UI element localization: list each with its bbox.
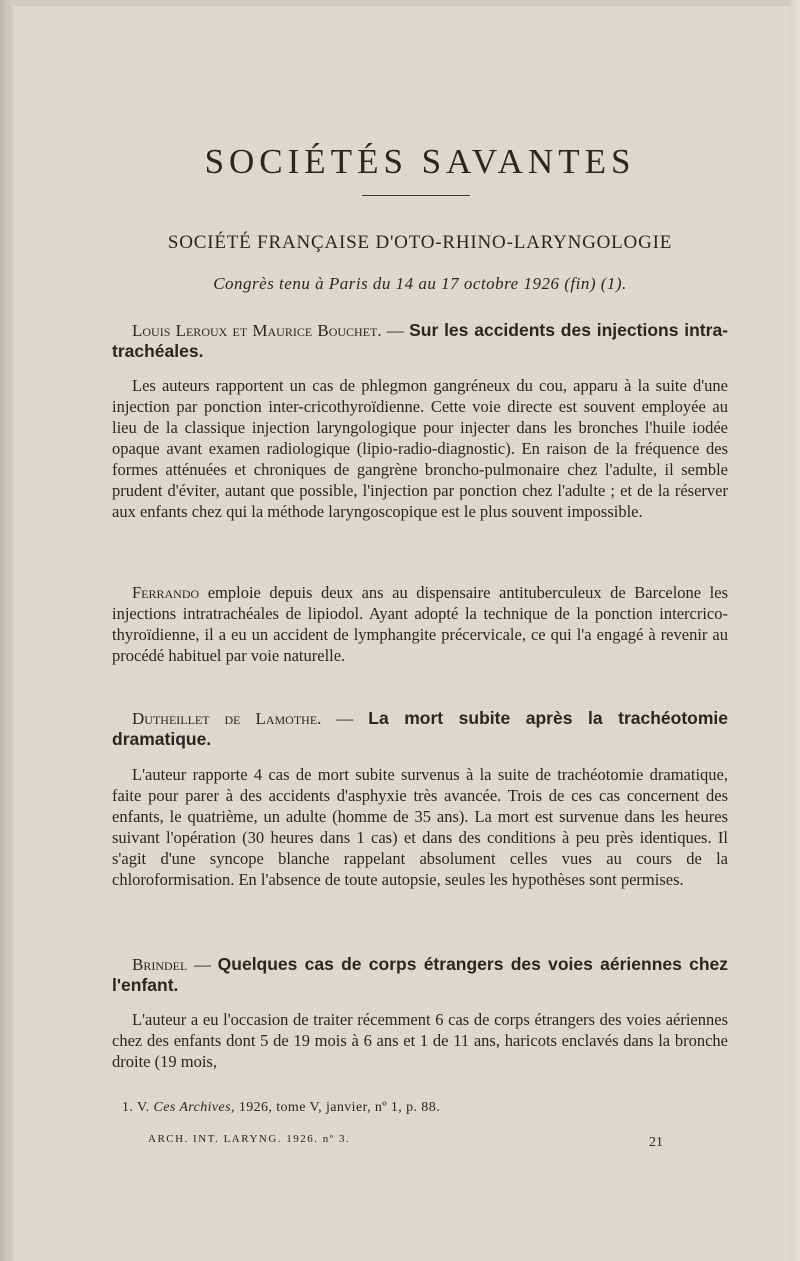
article-3-paragraph: L'auteur a eu l'occasion de traiter récemment 6 cas de corps étrangers des voies aériennes chez des enfants dont 5 de 19 mois à 6 ans et 1 de 11 ans, haricots enclavés dans la bronche droite (19 mois, xyxy=(112,1010,728,1071)
footnote-number: 1. xyxy=(122,1100,134,1115)
footnote-details: 1926, tome V, janvier, nº 1, p. 88. xyxy=(238,1100,441,1115)
article-1-extra-text: emploie depuis deux ans au dispensaire antituberculeux de Barcelone les injections intratrachéales de lipiodol. Ayant adopté la technique de la ponction intercrico-thyroïdienne, il a eu un accident de lymphangite précervicale, ce qui l'a engagé à revenir au procédé habituel par voie naturelle. xyxy=(112,583,728,665)
page-right-edge xyxy=(790,0,800,1261)
footnote-author: V. xyxy=(136,1100,150,1115)
congress-line: Congrès tenu à Paris du 14 au 17 octobre 1926 (fin) (1). xyxy=(213,274,627,293)
article-1-extra-name: Ferrando xyxy=(132,583,200,602)
article-2-authors: Dutheillet de Lamothe. xyxy=(132,709,322,728)
section-title: SOCIÉTÉS SAVANTES xyxy=(204,142,636,181)
article-1-authors: Louis Leroux et Maurice Bouchet. xyxy=(132,321,382,340)
article-1-header xyxy=(112,320,728,362)
page-top-edge xyxy=(0,0,800,6)
footnote-journal: Ces Archives, xyxy=(153,1100,235,1115)
article-1-title: Sur les accidents des injections intra-trachéales. xyxy=(112,320,729,361)
article-1-paragraph: Les auteurs rapportent un cas de phlegmon gangréneux du cou, apparu à la suite d'une injection par ponction inter-cricothyroïdienne. Cette voie directe est souvent employée au lieu de la classique injection laryngologique pour injecter dans les bronches l'huile iodée opaque avant examen radiologique (lipio-radio-diagnostic). En raison de la fréquence des formes atténuées et chroniques de gangrène broncho-pulmonaire chez l'adulte, il semble prudent d'éviter, autant que possible, l'injection par ponction chez l'adulte ; et de la réserver aux enfants chez qui la méthode laryngoscopique est le plus souvent impossible. xyxy=(112,376,728,521)
article-3-dash: — xyxy=(194,955,211,974)
article-3-header xyxy=(112,954,728,996)
title-rule xyxy=(362,195,470,196)
article-2-header xyxy=(112,708,728,750)
article-1-extra-paragraph xyxy=(112,582,728,666)
page-left-edge xyxy=(0,0,14,1261)
footnote xyxy=(122,1100,440,1116)
page-number: 21 xyxy=(649,1135,663,1150)
article-2-dash: — xyxy=(336,709,354,728)
society-name: SOCIÉTÉ FRANÇAISE D'OTO-RHINO-LARYNGOLOGIE xyxy=(167,232,673,253)
article-1-dash: — xyxy=(386,321,404,340)
running-footer: ARCH. INT. LARYNG. 1926. nº 3. xyxy=(148,1133,351,1145)
article-2-paragraph: L'auteur rapporte 4 cas de mort subite survenus à la suite de trachéotomie dramatique, faite pour parer à des accidents d'asphyxie très avancée. Trois de ces cas concernent des enfants, le quatrième, un adulte (homme de 35 ans). La mort est survenue dans les heures suivant l'opération (30 heures dans 1 cas) et dans des conditions à peu près identiques. Il s'agit d'une syncope blanche rappelant absolument celles vues au cours de la chloroformisation. En l'absence de toute autopsie, seules les hypothèses sont permises. xyxy=(112,765,728,889)
article-3-title: Quelques cas de corps étrangers des voies aériennes chez l'enfant. xyxy=(112,954,729,995)
article-3-authors: Brindel xyxy=(132,955,188,974)
article-2-title: La mort subite après la trachéotomie dramatique. xyxy=(112,708,729,749)
